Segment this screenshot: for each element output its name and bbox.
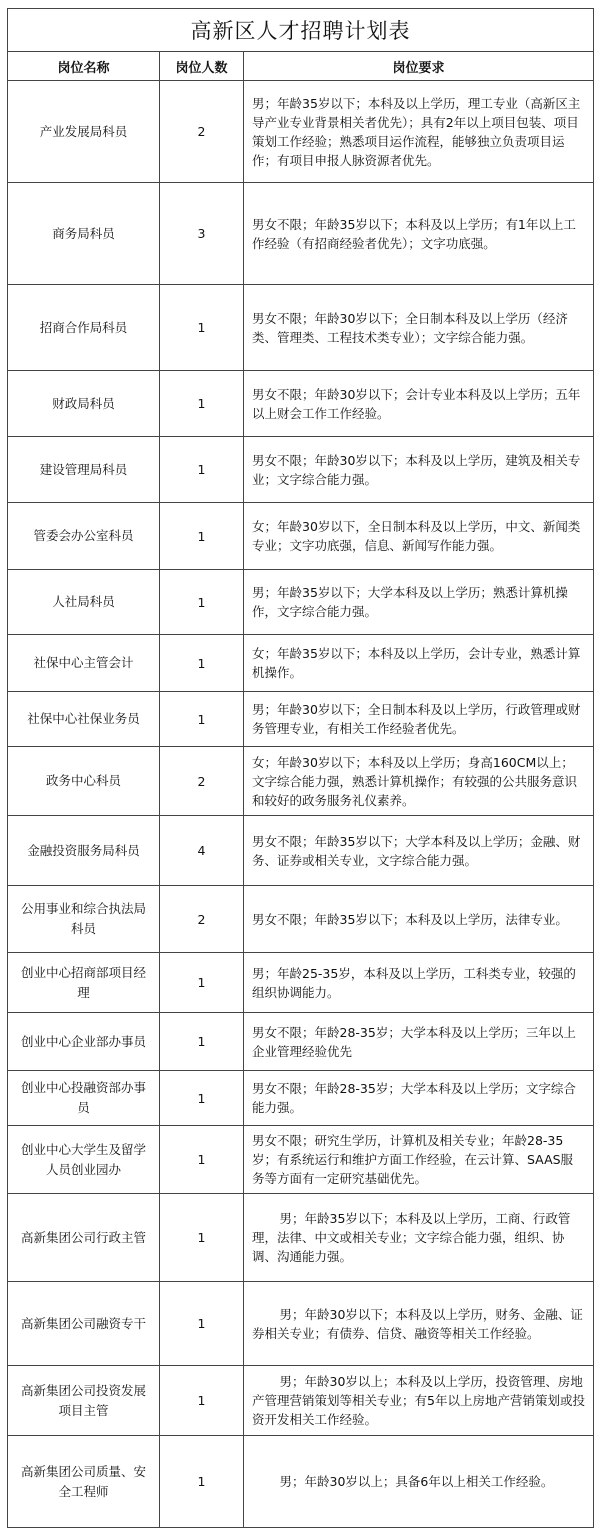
position-requirements: 男；年龄35岁以下；本科及以上学历，工商、行政管理，法律、中文或相关专业；文字综合能力强，组织、协调、沟通能力强。 <box>244 1194 594 1282</box>
position-name: 高新集团公司行政主管 <box>8 1194 160 1282</box>
header-count: 岗位人数 <box>160 52 244 81</box>
position-count: 1 <box>160 635 244 692</box>
position-count: 1 <box>160 437 244 503</box>
position-name: 金融投资服务局科员 <box>8 816 160 886</box>
position-count: 2 <box>160 747 244 816</box>
table-row <box>8 692 594 747</box>
position-requirements: 男；年龄25-35岁，本科及以上学历，工科类专业，较强的组织协调能力。 <box>244 953 594 1013</box>
position-name: 高新集团公司质量、安全工程师 <box>8 1436 160 1528</box>
table-row <box>8 81 594 183</box>
position-requirements: 男女不限；研究生学历，计算机及相关专业；年龄28-35岁；有系统运行和维护方面工作经验，在云计算、SAAS服务等方面有一定研究基础优先。 <box>244 1126 594 1194</box>
position-requirements: 女；年龄30岁以下；本科及以上学历；身高160CM以上；文字综合能力强，熟悉计算机操作；有较强的公共服务意识和较好的政务服务礼仪素养。 <box>244 747 594 816</box>
table-row <box>8 1436 594 1528</box>
title-row <box>8 9 594 52</box>
position-count: 3 <box>160 183 244 285</box>
table-row <box>8 570 594 635</box>
header-position: 岗位名称 <box>8 52 160 81</box>
position-requirements: 男女不限；年龄35岁以下；本科及以上学历；有1年以上工作经验（有招商经验者优先）；文字功底强。 <box>244 183 594 285</box>
position-requirements: 男；年龄30岁以上；本科及以上学历，投资管理、房地产管理营销策划等相关专业；有5年以上房地产营销策划或投资开发相关工作经验。 <box>244 1366 594 1436</box>
table-row <box>8 183 594 285</box>
position-name: 高新集团公司融资专干 <box>8 1282 160 1366</box>
table-row <box>8 285 594 371</box>
table-row <box>8 437 594 503</box>
table-row <box>8 886 594 953</box>
table-row <box>8 503 594 570</box>
position-requirements: 男女不限；年龄30岁以下；本科及以上学历，建筑及相关专业；文字综合能力强。 <box>244 437 594 503</box>
position-count: 1 <box>160 1366 244 1436</box>
table-row <box>8 1126 594 1194</box>
position-count: 1 <box>160 953 244 1013</box>
position-count: 1 <box>160 1194 244 1282</box>
position-requirements: 男女不限；年龄28-35岁；大学本科及以上学历；三年以上企业管理经验优先 <box>244 1013 594 1071</box>
table-row <box>8 953 594 1013</box>
table-row <box>8 371 594 437</box>
position-name: 高新集团公司投资发展项目主管 <box>8 1366 160 1436</box>
position-count: 1 <box>160 371 244 437</box>
position-name: 政务中心科员 <box>8 747 160 816</box>
recruitment-table <box>7 8 594 1528</box>
position-requirements: 男女不限；年龄28-35岁；大学本科及以上学历；文字综合能力强。 <box>244 1071 594 1126</box>
position-name: 创业中心企业部办事员 <box>8 1013 160 1071</box>
position-count: 1 <box>160 1436 244 1528</box>
position-name: 产业发展局科员 <box>8 81 160 183</box>
position-count: 1 <box>160 1282 244 1366</box>
table-row <box>8 1366 594 1436</box>
position-count: 2 <box>160 81 244 183</box>
position-name: 创业中心大学生及留学人员创业园办 <box>8 1126 160 1194</box>
position-name: 商务局科员 <box>8 183 160 285</box>
position-count: 2 <box>160 886 244 953</box>
position-count: 1 <box>160 1126 244 1194</box>
table-row <box>8 1194 594 1282</box>
position-requirements: 男；年龄30岁以上；具备6年以上相关工作经验。 <box>244 1436 594 1528</box>
position-requirements: 男；年龄30岁以下；全日制本科及以上学历，行政管理或财务管理专业，有相关工作经验者优先。 <box>244 692 594 747</box>
table-row <box>8 635 594 692</box>
position-requirements: 女；年龄35岁以下；本科及以上学历，会计专业，熟悉计算机操作。 <box>244 635 594 692</box>
table-row <box>8 816 594 886</box>
position-name: 建设管理局科员 <box>8 437 160 503</box>
position-name: 招商合作局科员 <box>8 285 160 371</box>
table-row <box>8 1013 594 1071</box>
position-name: 人社局科员 <box>8 570 160 635</box>
position-requirements: 男女不限；年龄30岁以下；会计专业本科及以上学历；五年以上财会工作工作经验。 <box>244 371 594 437</box>
position-requirements: 女；年龄30岁以下，全日制本科及以上学历，中文、新闻类专业；文字功底强，信息、新闻写作能力强。 <box>244 503 594 570</box>
position-requirements: 男；年龄30岁以下；本科及以上学历，财务、金融、证券相关专业；有债券、信贷、融资等相关工作经验。 <box>244 1282 594 1366</box>
position-name: 财政局科员 <box>8 371 160 437</box>
position-name: 社保中心社保业务员 <box>8 692 160 747</box>
position-count: 4 <box>160 816 244 886</box>
position-requirements: 男；年龄35岁以下；大学本科及以上学历；熟悉计算机操作，文字综合能力强。 <box>244 570 594 635</box>
position-count: 1 <box>160 692 244 747</box>
table-row <box>8 747 594 816</box>
position-name: 管委会办公室科员 <box>8 503 160 570</box>
position-name: 公用事业和综合执法局科员 <box>8 886 160 953</box>
position-requirements: 男女不限；年龄30岁以下；全日制本科及以上学历（经济类、管理类、工程技术类专业）；文字综合能力强。 <box>244 285 594 371</box>
header-row <box>8 52 594 81</box>
header-requirements: 岗位要求 <box>244 52 594 81</box>
table-row <box>8 1282 594 1366</box>
position-requirements: 男女不限；年龄35岁以下；大学本科及以上学历；金融、财务、证券或相关专业，文字综合能力强。 <box>244 816 594 886</box>
position-count: 1 <box>160 285 244 371</box>
position-name: 创业中心投融资部办事员 <box>8 1071 160 1126</box>
table-title: 高新区人才招聘计划表 <box>8 9 594 52</box>
table-body <box>8 81 594 1528</box>
position-count: 1 <box>160 570 244 635</box>
position-requirements: 男女不限；年龄35岁以下；本科及以上学历，法律专业。 <box>244 886 594 953</box>
position-count: 1 <box>160 1071 244 1126</box>
table-row <box>8 1071 594 1126</box>
position-count: 1 <box>160 1013 244 1071</box>
position-count: 1 <box>160 503 244 570</box>
position-name: 创业中心招商部项目经理 <box>8 953 160 1013</box>
position-requirements: 男；年龄35岁以下；本科及以上学历，理工专业（高新区主导产业专业背景相关者优先）；具有2年以上项目包装、项目策划工作经验；熟悉项目运作流程，能够独立负责项目运作；有项目申报人脉资源者优先。 <box>244 81 594 183</box>
position-name: 社保中心主管会计 <box>8 635 160 692</box>
